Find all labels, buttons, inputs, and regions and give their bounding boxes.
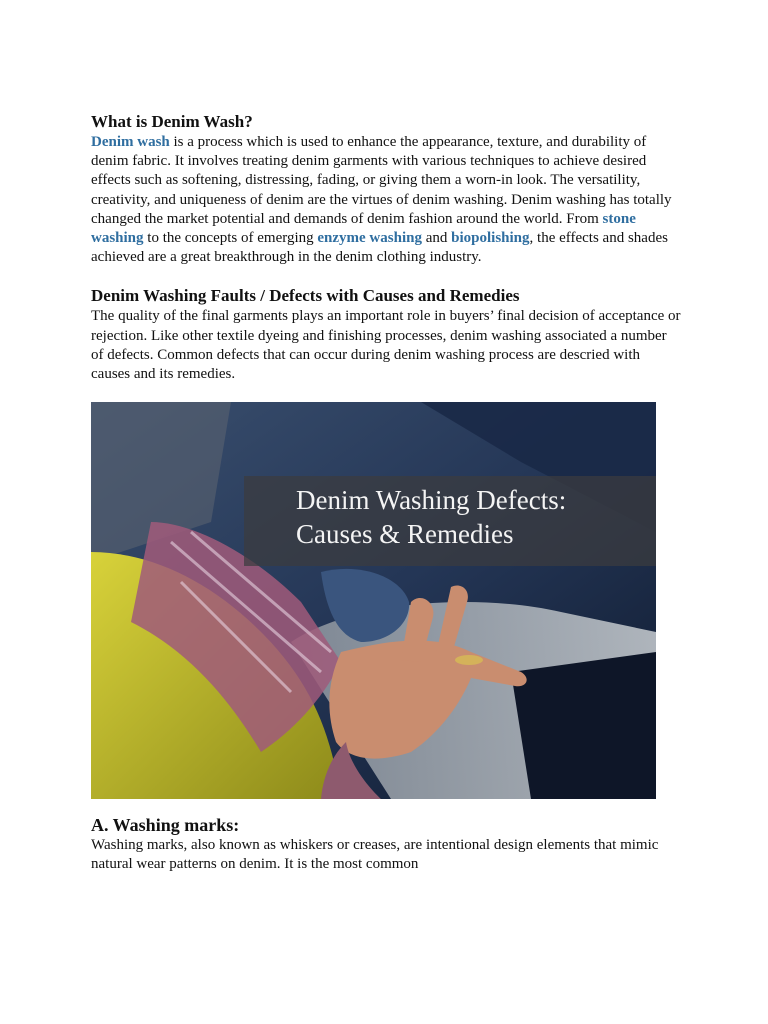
heading-washing-faults: Denim Washing Faults / Defects with Causes and Remedies [91,286,520,306]
hero-title-line2: Causes & Remedies [296,519,514,550]
hero-photo-illustration [91,402,656,799]
link-denim-wash[interactable]: Denim wash [91,134,170,150]
hero-title-line1: Denim Washing Defects: [296,485,567,516]
link-biopolishing[interactable]: biopolishing [451,230,530,247]
text-segment: , the effects and shades achieved are a great breakthrough in the denim clothing industry. [91,230,668,266]
link-enzyme-washing[interactable]: enzyme washing [317,230,422,247]
text-segment: and [421,230,452,247]
heading-what-is-denim-wash: What is Denim Wash? [91,112,253,131]
heading-washing-marks: A. Washing marks: [91,815,240,836]
text-segment: is a process which is used to enhance the appearance, texture, and durability of denim fabric. It involves treating denim garments with various techniques to achieve desired effects such as softening, distressing, fading, or giving them a worn-in look. The versatility, creativity, and uniqueness of denim are the virtues of denim washing. Denim washing has totally changed the market potential and demands of denim fashion around the world. From [91,134,672,227]
paragraph-washing-marks: Washing marks, also known as whiskers or creases, are intentional design elements that mimic natural wear patterns on denim. It is the most common [91,837,659,873]
hero-image [91,402,656,799]
paragraph-washing-faults: The quality of the final garments plays an important role in buyers’ final decision of acceptance or rejection. Like other textile dyeing and finishing processes, denim washing associated a number of defects. Common defects that can occur during denim washing process are descried with causes and its remedies. [91,308,681,383]
link-stone-washing[interactable]: stone washing [91,210,636,247]
hero-title-box [244,476,656,566]
document-page [91,111,681,875]
text-segment: to the concepts of emerging [143,230,318,247]
paragraph-denim-wash-intro [91,133,681,267]
